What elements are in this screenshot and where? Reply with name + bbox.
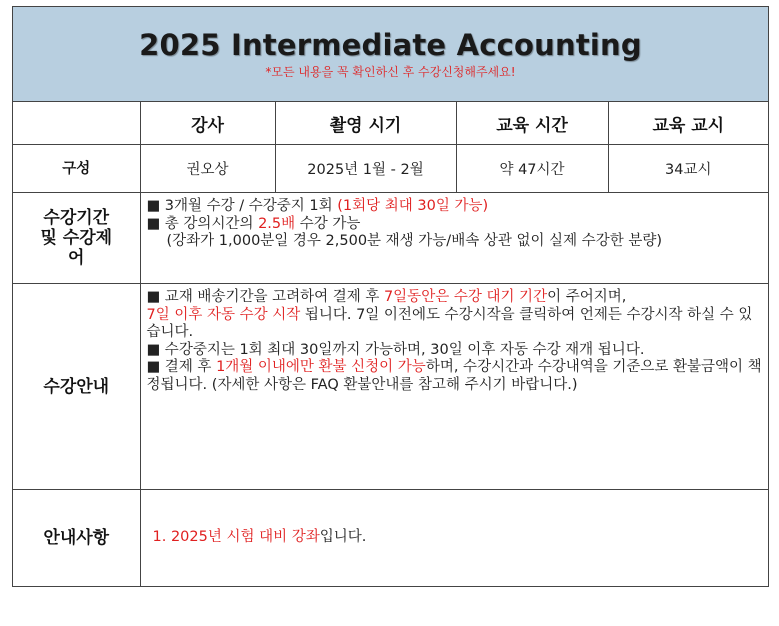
details-table [13, 102, 768, 586]
course-info-table [12, 6, 769, 587]
limits-bullet-1-text: ■ 3개월 수강 / 수강중지 1회 [146, 198, 338, 214]
limits-row [13, 193, 768, 284]
guide-p4-text-end: 하며, 수강시간과 수강내역을 기준으로 환불금액이 책정됩니다. (자세한 사항은 FAQ 환불안내를 참고해 주시기 바랍니다.) [146, 359, 762, 393]
guide-p2-highlight: 7일 이후 자동 수강 시작 [146, 306, 301, 323]
education-hours-value: 약 47시간 [456, 145, 608, 193]
guide-p1-highlight: 7일동안은 수강 대기 기간 [383, 289, 548, 305]
guide-paragraph-4 [147, 359, 763, 394]
enrollment-notice: *모든 내용을 꼭 확인하신 후 수강신청해주세요! [265, 65, 516, 79]
guide-row [13, 284, 768, 490]
notes-label: 안내사항 [13, 490, 140, 587]
notes-content [140, 490, 768, 587]
header-filming-period: 촬영 시기 [275, 102, 456, 145]
notes-item-text: 입니다. [319, 529, 367, 546]
limits-bullet-1 [147, 198, 763, 216]
limits-content [140, 193, 768, 284]
filming-period-value: 2025년 1월 - 2월 [275, 145, 456, 193]
guide-p4-highlight: 1개월 이내에만 환불 신청이 가능 [216, 359, 426, 376]
limits-label [13, 193, 140, 284]
limits-bullet-2 [147, 216, 763, 234]
limits-bullet-2-text-end: 수강 가능 [295, 215, 361, 232]
guide-p2-text: 됩니다. 7일 이전에도 수강시작을 클릭하여 언제든 수강시작 하실 수 있습니다. [146, 306, 753, 341]
notes-item-highlight: 1. 2025년 시험 대비 강좌 [152, 529, 320, 546]
guide-p4-text: ■ 결제 후 [146, 359, 217, 376]
limits-note: (강좌가 1,000분일 경우 2,500분 재생 가능/배속 상관 없이 실제 수강한 분량) [166, 233, 662, 250]
guide-p1-text-end: 이 주어지며, [547, 289, 627, 305]
composition-label: 구성 [13, 145, 140, 193]
header-education-hours: 교육 시간 [456, 102, 608, 145]
limits-bullet-1-highlight: (1회당 최대 30일 가능) [337, 198, 489, 214]
sessions-value: 34교시 [608, 145, 768, 193]
limits-bullet-2-highlight: 2.5배 [258, 215, 296, 232]
header-instructor: 강사 [140, 102, 275, 145]
limits-label-line3: 어 [68, 248, 85, 268]
composition-row [13, 145, 768, 193]
header-blank [13, 102, 140, 145]
guide-p1-text: ■ 교재 배송기간을 고려하여 결제 후 [146, 289, 384, 305]
course-title: 2025 Intermediate Accounting [139, 28, 642, 62]
guide-content [140, 284, 768, 490]
title-banner [13, 7, 768, 102]
limits-bullet-2-text: ■ 총 강의시간의 [146, 215, 259, 232]
guide-paragraph-2 [147, 307, 763, 342]
limits-label-line2: 및 수강제 [40, 228, 113, 248]
limits-label-line1: 수강기간 [43, 208, 110, 228]
guide-paragraph-3: ■ 수강중지는 1회 최대 30일까지 가능하며, 30일 이후 자동 수강 재개 됩니다. [146, 341, 645, 358]
notes-row [13, 490, 768, 587]
header-sessions: 교육 교시 [608, 102, 768, 145]
instructor-value: 권오상 [140, 145, 275, 193]
guide-paragraph-1 [147, 289, 763, 307]
header-row [13, 102, 768, 145]
guide-label: 수강안내 [13, 284, 140, 490]
